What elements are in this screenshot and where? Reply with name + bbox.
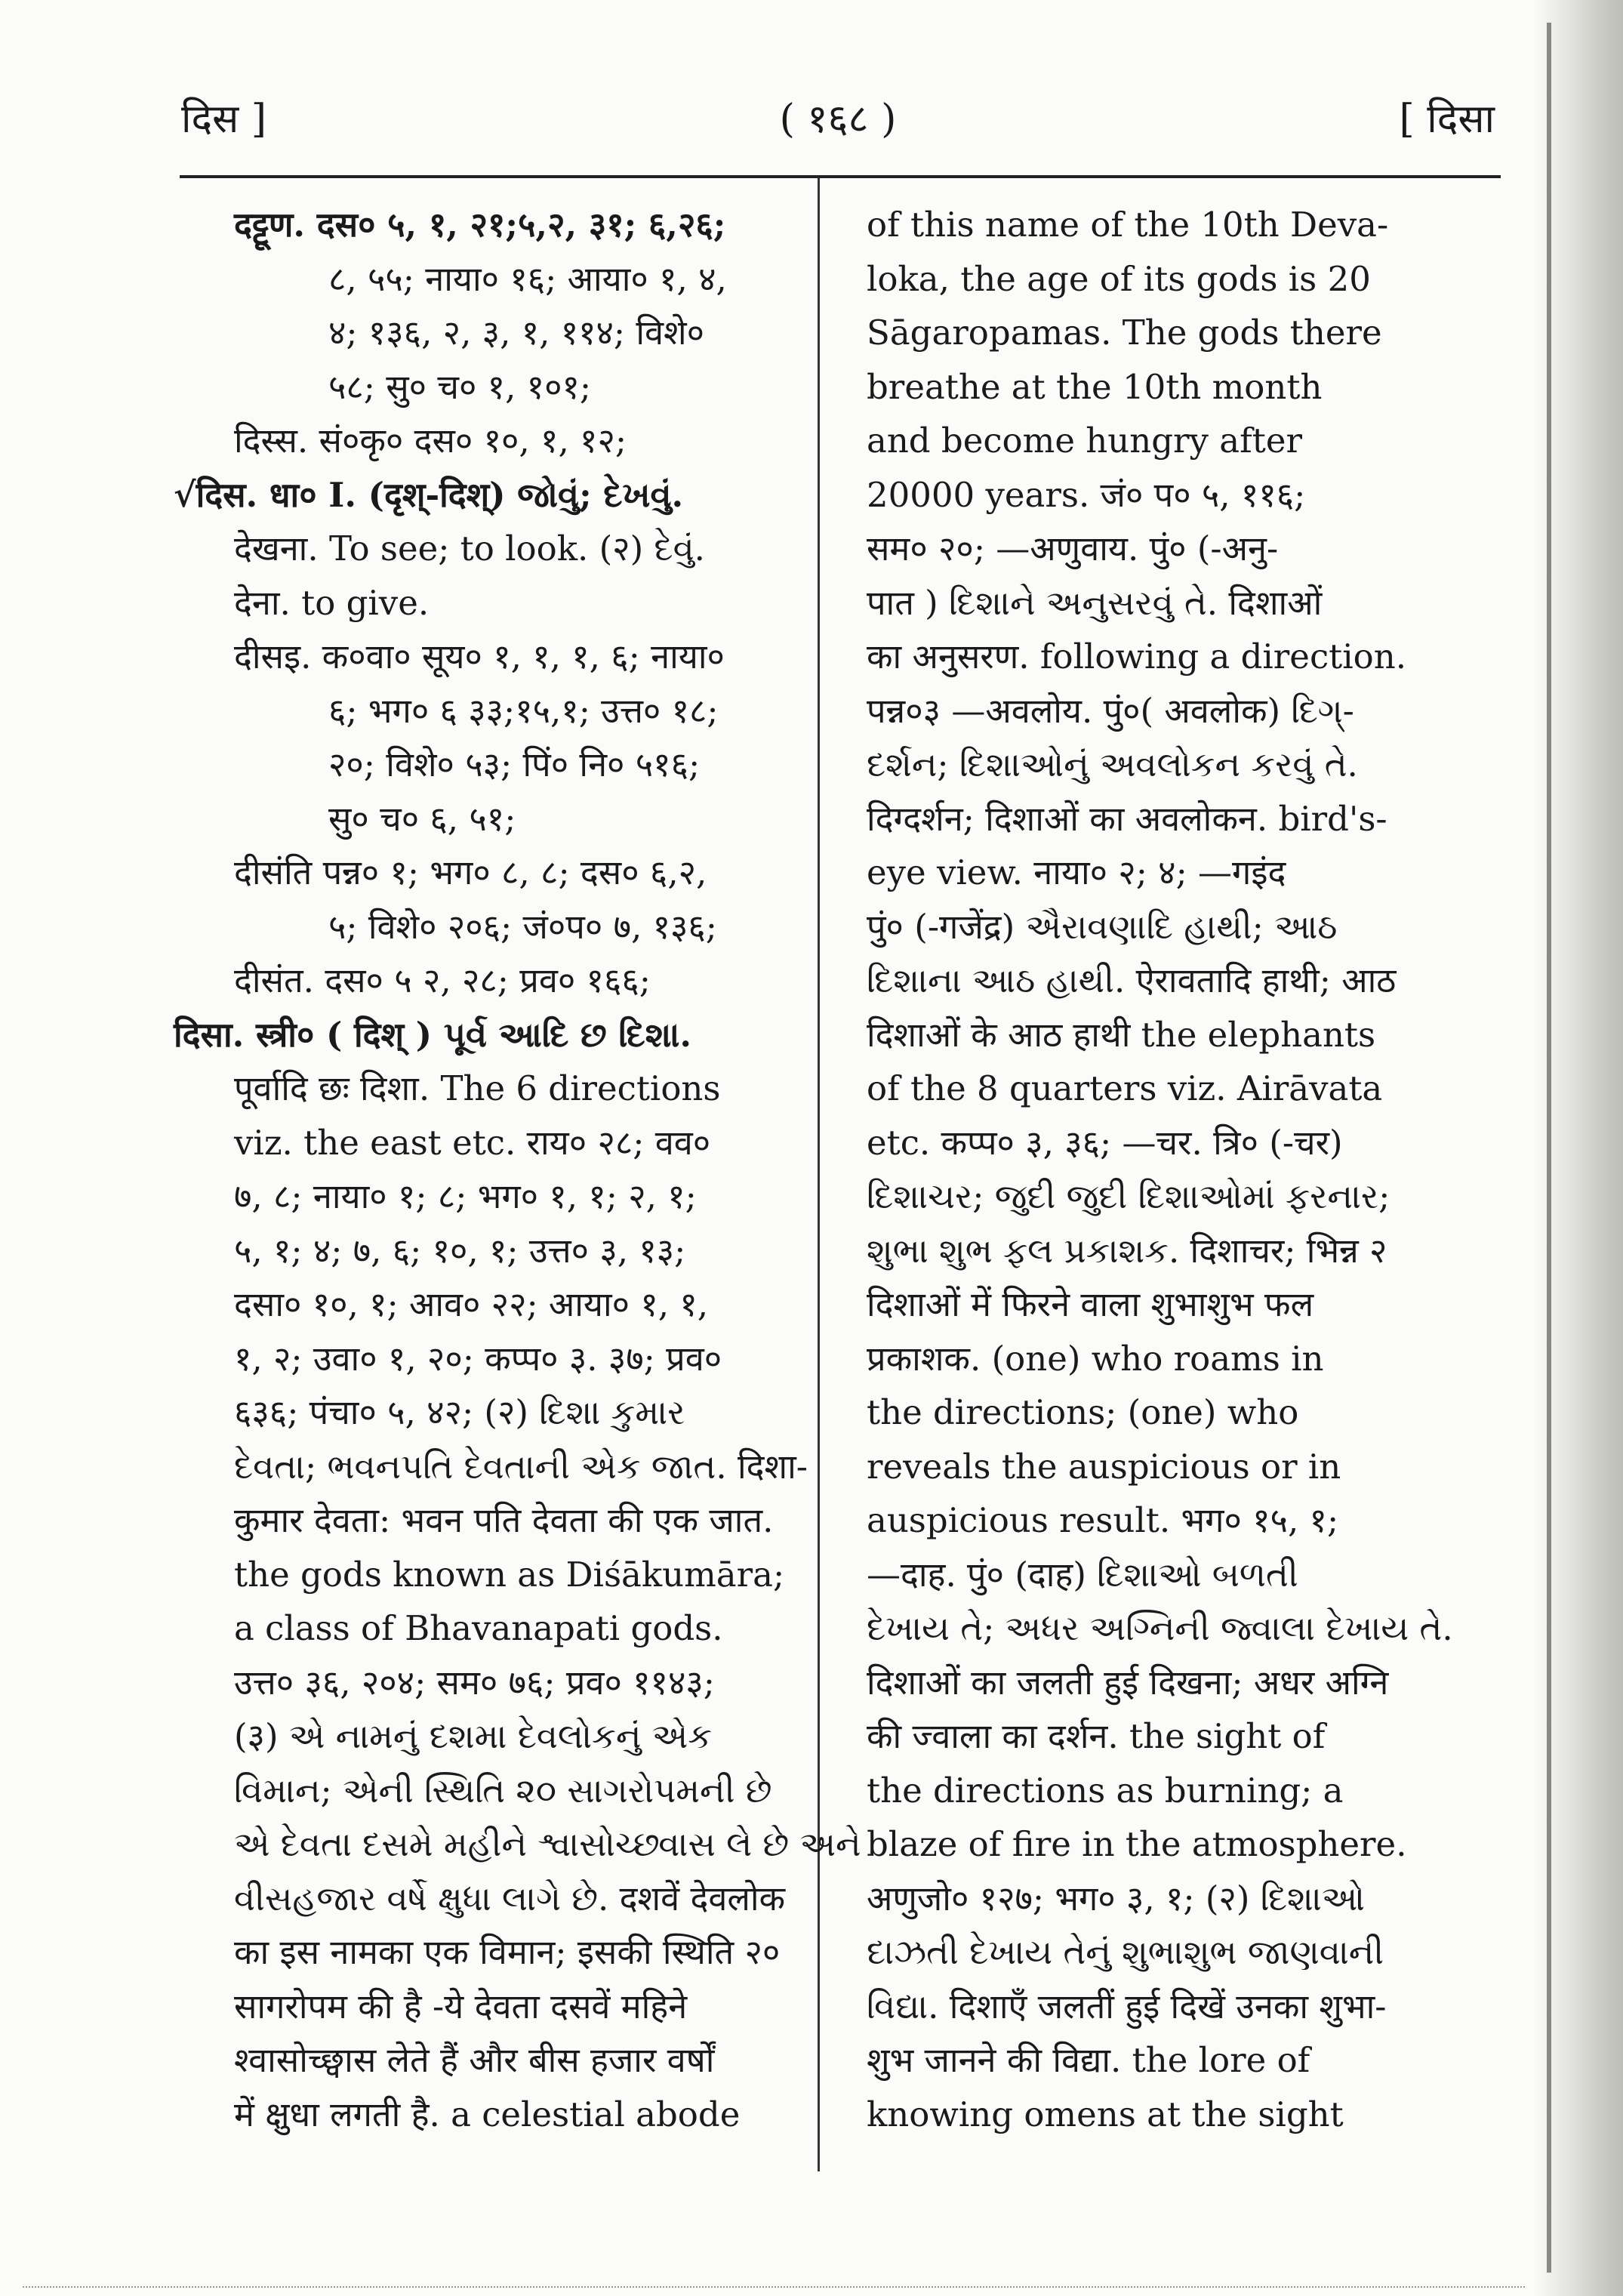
entry-line: auspicious result. भग० १५, १; [867, 1500, 1339, 1540]
entry-line: ५, १; ४; ७, ६; १०, १; उत्त० ३, १३; [234, 1230, 686, 1271]
entry-line: viz. the east etc. राय० २८; वव० [234, 1122, 711, 1163]
entry-line: of the 8 quarters viz. Airāvata [867, 1068, 1383, 1108]
entry-line: દેખાય તે; અધર અગ્નિની જ્વાલા દેખાય તે. [867, 1608, 1453, 1648]
entry-line: the directions; (one) who [867, 1392, 1299, 1432]
entry-line: knowing omens at the sight [867, 2094, 1344, 2134]
entry-line: દેવતા; ભવનપતિ દેવતાની એક જાત. दिशा- [234, 1446, 808, 1487]
entry-line: દિશાચર; જુદી જુદી દિશાઓમાં ફરનાર; [867, 1176, 1390, 1216]
entry-line: ६; भग० ६ ३३;१५,१; उत्त० १८; [328, 690, 719, 731]
bottom-edge [23, 2286, 1525, 2289]
entry-line: दिशाओं के आठ हाथी the elephants [867, 1014, 1376, 1055]
entry-line: breathe at the 10th month [867, 366, 1323, 407]
entry-line: √दिस. धा० I. (दृश्-दिश्) જોવું; દેખવું. [174, 474, 684, 515]
entry-line: વિમાન; એની સ્થિતિ ૨૦ સાગરોપમની છે [234, 1770, 772, 1811]
entry-line: दीसंति पन्न० १; भग० ८, ८; दस० ६,२, [234, 852, 707, 892]
header-rule [180, 175, 1501, 178]
left-column [174, 198, 861, 2141]
header-right-guideword: [ दिसा [1399, 97, 1495, 142]
entry-line: पन्न०३ —अवलोय. पुं०( अवलोक) દિગ્- [867, 690, 1354, 731]
entry-line: दसा० १०, १; आव० २२; आया० १, १, [234, 1284, 709, 1324]
entry-line: १, २; उवा० १, २०; कप्प० ३. ३७; प्रव० [234, 1338, 722, 1379]
entry-line: दिस्स. सं०कृ० दस० १०, १, १२; [234, 421, 627, 461]
entry-line: दीसइ. क०वा० सूय० १, १, १, ६; नाया० [234, 636, 725, 676]
entry-line: अणुजो० १२७; भग० ३, १; (२) દિશાઓ [867, 1878, 1365, 1918]
entry-line: વિદ્યા. दिशाएँ जलतीं हुई दिखें उनका शुभा- [867, 1986, 1387, 2026]
entry-line: का इस नामका एक विमान; इसकी स्थिति २० [234, 1932, 781, 1972]
entry-line: कुमार देवता: भवन पति देवता की एक जात. [234, 1500, 774, 1540]
entry-line: दिशाओं का जलती हुई दिखना; अधर अग्नि [867, 1662, 1389, 1703]
entry-line: में क्षुधा लगती है. a celestial abode [234, 2094, 741, 2134]
header-left-guideword: दिस ] [181, 97, 267, 142]
entry-line: उत्त० ३६, २०४; सम० ७६; प्रव० ११४३; [234, 1662, 715, 1703]
page-edge-shadow [1532, 0, 1623, 2296]
entry-line: पात ) દિશાને અનુસરવું તે. दिशाओं [867, 582, 1323, 623]
entry-line: ५८; सु० च० १, १०१; [328, 366, 592, 407]
entry-line: દાઝતી દેખાય તેનું શુભાશુભ જાણવાની [867, 1932, 1384, 1972]
entry-line: प्रकाशक. (one) who roams in [867, 1338, 1324, 1379]
entry-line: of this name of the 10th Deva- [867, 205, 1389, 245]
entry-line: (३) એ નામનું દશમા દેવલોકનું એક [234, 1716, 712, 1756]
entry-line: श्वासोच्छ्वास लेते हैं और बीस हजार वर्षों [234, 2040, 715, 2080]
entry-line: ५; विशे० २०६; जं०प० ७, १३६; [328, 906, 717, 947]
entry-line: reveals the auspicious or in [867, 1446, 1341, 1487]
entry-line: the directions as burning; a [867, 1770, 1344, 1811]
entry-line: का अनुसरण. following a direction. [867, 636, 1406, 676]
entry-line: શુભા શુભ ફલ પ્રકાશક. दिशाचर; भिन्न २ [867, 1230, 1387, 1271]
entry-line: ७, ८; नाया० १; ८; भग० १, १; २, १; [234, 1176, 697, 1216]
entry-line: पुं० (-गजेंद्र) ઐરાવણાદિ હાથી; આઠ [867, 906, 1338, 947]
entry-line: पूर्वादि छः दिशा. The 6 directions [234, 1068, 721, 1108]
entry-line: सागरोपम की है -ये देवता दसवें महिने [234, 1986, 688, 2026]
entry-line: વીસહજાર વર્ષે ક્ષુધા લાગે છે. दशवें देवलोक [234, 1878, 786, 1918]
entry-line: દર્શન; દિશાઓનું અવલોકન કરવું તે. [867, 744, 1358, 784]
entry-line: ४; १३६, २, ३, १, ११४; विशे० [328, 313, 705, 353]
entry-line: ८, ५५; नाया० १६; आया० १, ४, [328, 258, 727, 299]
binding-line [1547, 23, 1551, 2273]
entry-line: की ज्वाला का दर्शन. the sight of [867, 1716, 1326, 1756]
entry-line: એ દેવતા દસમે મહીને શ્વાસોચ્છ્વાસ લે છે અને [234, 1824, 861, 1864]
entry-line: loka, the age of its gods is 20 [867, 258, 1371, 299]
entry-line: दट्टूण. दस० ५, १, २१;५,२, ३१; ६,२६; [234, 205, 726, 245]
entry-line: देना. to give. [234, 582, 430, 623]
page-number: ( १६८ ) [779, 97, 897, 142]
entry-line: a class of Bhavanapati gods. [234, 1608, 723, 1648]
entry-line: दीसंत. दस० ५ २, २८; प्रव० १६६; [234, 960, 651, 1000]
page-header [181, 91, 1495, 143]
entry-line: and become hungry after [867, 421, 1302, 461]
entry-line: देखना. To see; to look. (२) દેવું. [234, 529, 705, 569]
entry-line: Sāgaropamas. The gods there [867, 313, 1382, 353]
entry-line: सम० २०; —अणुवाय. पुं० (-अनु- [867, 529, 1279, 569]
entry-line: शुभ जानने की विद्या. the lore of [867, 2040, 1310, 2080]
right-column [867, 198, 1486, 2141]
entry-line: etc. कप्प० ३, ३६; —चर. त्रि० (-चर) [867, 1122, 1343, 1163]
entry-line: blaze of fire in the atmosphere. [867, 1824, 1407, 1864]
entry-line: eye view. नाया० २; ४; —गइंद [867, 852, 1286, 892]
entry-line: दिसा. स्त्री० ( दिश् ) પૂર્વ આદિ છ દિશા. [174, 1014, 692, 1055]
entry-line: દિશાના આઠ હાથી. ऐरावतादि हाथी; आठ [867, 960, 1397, 1000]
entry-line: —दाह. पुं० (दाह) દિશાઓ બળતી [867, 1554, 1298, 1595]
entry-line: २०; विशे० ५३; पिं० नि० ५१६; [328, 744, 701, 784]
entry-line: दिशाओं में फिरने वाला शुभाशुभ फल [867, 1284, 1314, 1324]
entry-line: 20000 years. जं० प० ५, ११६; [867, 474, 1306, 515]
entry-line: सु० च० ६, ५१; [328, 798, 516, 839]
column-divider [818, 178, 820, 2171]
entry-line: the gods known as Diśākumāra; [234, 1554, 785, 1595]
entry-line: ६३६; पंचा० ५, ४२; (२) દિશા કુમાર [234, 1392, 685, 1432]
entry-line: दिग्दर्शन; दिशाओं का अवलोकन. bird's- [867, 798, 1387, 839]
